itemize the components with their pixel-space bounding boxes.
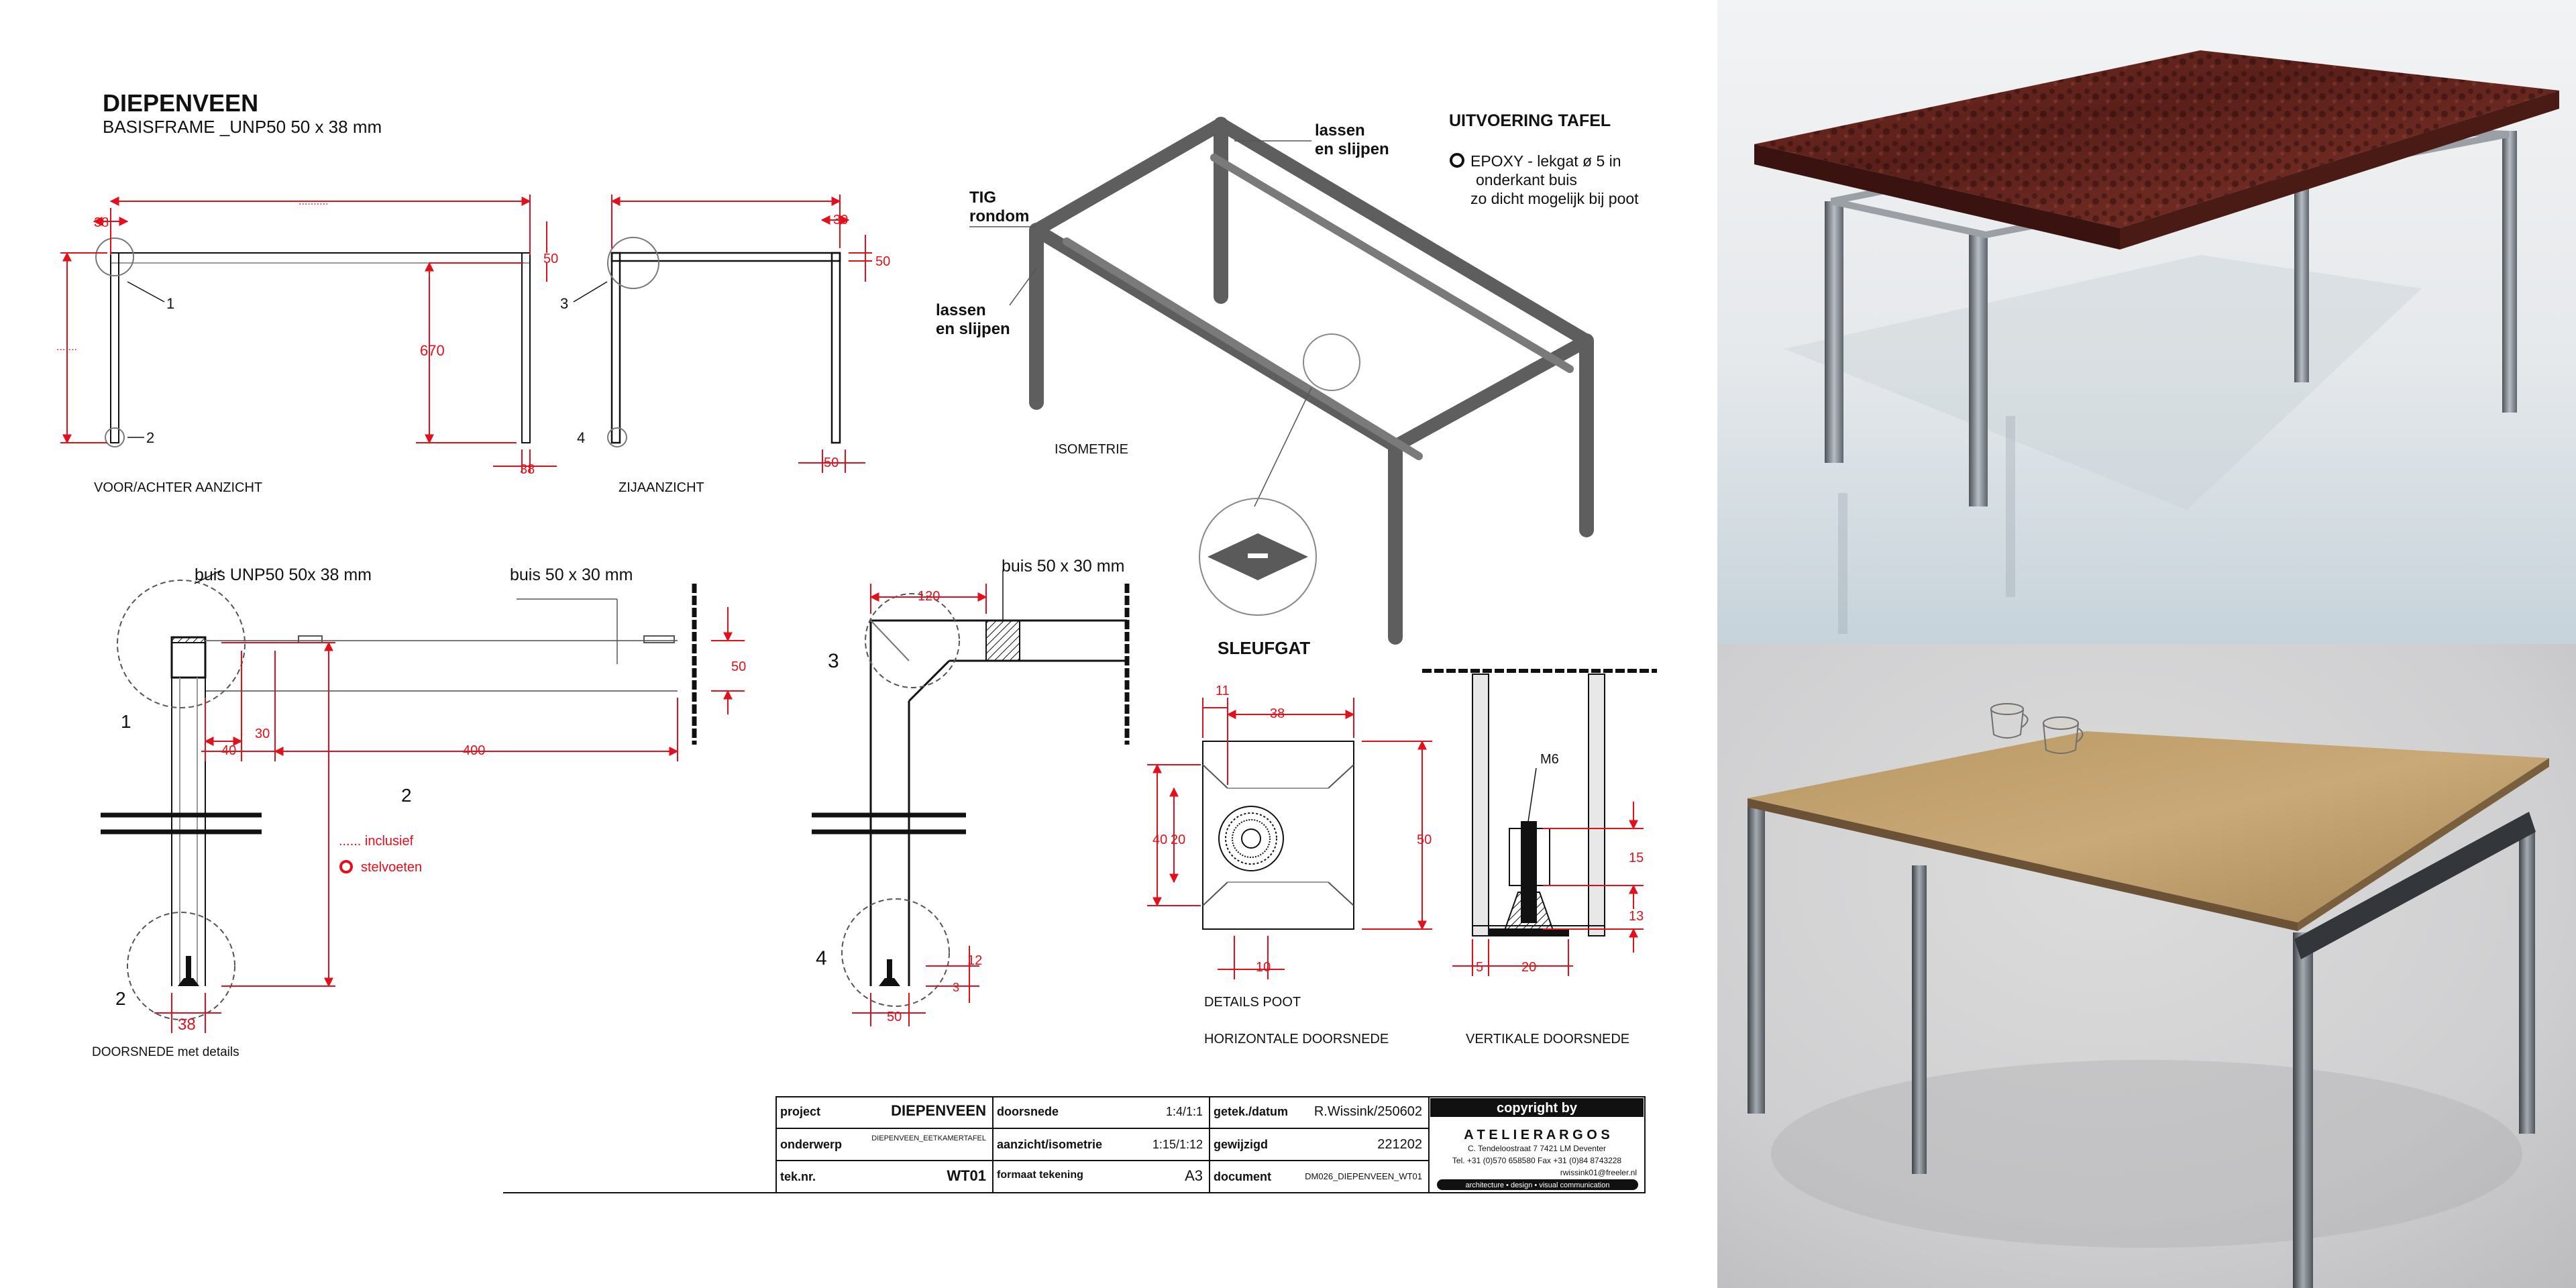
tb-getek-value: R.Wissink/250602 <box>1313 1104 1422 1119</box>
render-granite-table <box>1717 0 2576 644</box>
vdim-15: 15 <box>1629 851 1644 865</box>
note-lassen-1b: en slijpen <box>1315 140 1389 158</box>
callout-3: 3 <box>560 295 569 312</box>
wood-leg-front-left <box>1748 805 1765 1114</box>
tb-doorsnede-value: 1:4/1:1 <box>1165 1105 1203 1118</box>
section-callout-1: 1 <box>121 711 131 732</box>
hdim-40: 40 <box>1152 833 1168 847</box>
tb-tel: Tel. +31 (0)570 658580 Fax +31 (0)84 8743228 <box>1452 1156 1622 1165</box>
corner-callout-3: 3 <box>828 650 839 672</box>
tb-teknr-value: WT01 <box>947 1167 986 1184</box>
hdim-11: 11 <box>1216 684 1230 698</box>
detail-circle-2 <box>105 428 124 447</box>
section-inclusief: ...... inclusief <box>339 834 414 849</box>
bullet-icon <box>1451 154 1463 166</box>
section-callout-2b: 2 <box>115 988 126 1009</box>
tb-tagline: architecture • design • visual communication <box>1465 1181 1610 1189</box>
dim-50: 50 <box>543 252 559 266</box>
wood-leg-mid <box>1912 865 1927 1174</box>
leveling-foot-icon <box>178 956 199 986</box>
dim-side-50: 50 <box>875 254 891 269</box>
note-lassen-2b: en slijpen <box>936 320 1010 338</box>
tb-teknr-label: tek.nr. <box>780 1170 816 1183</box>
section-detail-circle-1 <box>117 580 245 708</box>
callout-2: 2 <box>146 429 155 446</box>
front-view-label: VOOR/ACHTER AANZICHT <box>94 480 263 495</box>
corner-buis: buis 50 x 30 mm <box>1002 557 1125 576</box>
dim-side-50b: 50 <box>824 455 839 470</box>
details-poot-title: DETAILS POOT <box>1204 995 1301 1010</box>
corner-detail <box>812 584 1127 986</box>
vdim-5: 5 <box>1476 960 1484 975</box>
section-dim-400: 400 <box>463 743 486 758</box>
horizontal-section <box>1203 741 1354 929</box>
tb-document-label: document <box>1214 1170 1272 1183</box>
finish-line-1: EPOXY - lekgat ø 5 in <box>1470 152 1621 170</box>
leg-front-right <box>1969 235 1988 506</box>
section-buis-5030: buis 50 x 30 mm <box>510 566 633 584</box>
tb-doorsnede-label: doorsnede <box>997 1105 1059 1118</box>
leg-front-left <box>1825 201 1843 463</box>
detail-circle-4 <box>608 428 627 447</box>
sleufgat-title: SLEUFGAT <box>1218 638 1311 658</box>
tb-aanzicht-label: aanzicht/isometrie <box>997 1138 1103 1151</box>
dim-30: 30 <box>833 213 849 227</box>
hdim-38: 38 <box>1270 706 1285 721</box>
finish-title: UITVOERING TAFEL <box>1449 111 1611 130</box>
side-view-label: ZIJAANZICHT <box>619 480 704 495</box>
note-tig-rondom: rondom <box>969 207 1030 225</box>
dim-670: 670 <box>420 342 445 359</box>
wood-leg-back-right <box>2519 832 2535 1134</box>
section-dim-40: 40 <box>221 743 237 758</box>
leg-back-far <box>2502 131 2517 413</box>
corner-dim-3: 3 <box>953 981 960 994</box>
leg-back-right <box>2294 171 2309 382</box>
corner-dim-120: 120 <box>918 589 941 604</box>
note-lassen-2: lassen <box>936 301 986 319</box>
tb-project-label: project <box>780 1105 821 1118</box>
tb-getek-label: getek./datum <box>1214 1105 1289 1118</box>
tb-document-value: DM026_DIEPENVEEN_WT01 <box>1305 1171 1422 1181</box>
finish-line-3: zo dicht mogelijk bij poot <box>1470 190 1639 207</box>
dim-length: .......... <box>299 196 329 207</box>
corner-leveling-foot-icon <box>879 959 900 986</box>
section-drawing <box>101 584 694 986</box>
tb-onderwerp-label: onderwerp <box>780 1138 843 1151</box>
hdim-10: 10 <box>1256 960 1271 975</box>
hdim-50: 50 <box>1417 833 1432 847</box>
section-callout-2: 2 <box>401 785 412 806</box>
isometric-label: ISOMETRIE <box>1055 442 1129 457</box>
stelvoeten-bullet-icon <box>341 861 352 872</box>
drawing-title: DIEPENVEEN <box>103 89 259 117</box>
wood-table-image <box>1717 644 2576 1288</box>
note-tig: TIG <box>969 189 996 207</box>
hdim-20: 20 <box>1171 833 1186 847</box>
tb-aanzicht-value: 1:15/1:12 <box>1152 1138 1203 1151</box>
detail-circle-3 <box>608 237 659 288</box>
tb-gewijzigd-value: 221202 <box>1377 1137 1422 1152</box>
detail-circle-1 <box>96 238 133 276</box>
tb-onderwerp-value: DIEPENVEEN_EETKAMERTAFEL <box>871 1134 986 1142</box>
vdim-20: 20 <box>1521 960 1537 975</box>
tb-gewijzigd-label: gewijzigd <box>1214 1138 1268 1151</box>
granite-table-image <box>1717 0 2576 644</box>
section-dim-50: 50 <box>731 659 747 674</box>
tb-formaat-label: formaat tekening <box>997 1169 1083 1181</box>
sleufgat-slot <box>1248 553 1268 558</box>
callout-4: 4 <box>577 429 586 446</box>
section-dim-38: 38 <box>178 1016 196 1034</box>
corner-callout-4: 4 <box>816 947 827 969</box>
horizontal-section-label: HORIZONTALE DOORSNEDE <box>1204 1032 1389 1046</box>
note-lassen-1: lassen <box>1315 121 1365 140</box>
sleufgat-ref-circle <box>1303 334 1360 390</box>
render-wood-table <box>1717 644 2576 1288</box>
dim-height: ....... <box>56 341 78 353</box>
finish-line-2: onderkant buis <box>1476 171 1577 189</box>
tb-formaat-value: A3 <box>1185 1167 1203 1184</box>
front-view <box>111 253 530 443</box>
wood-leg-front-right <box>2293 932 2313 1288</box>
section-detail-circle-2 <box>127 912 235 1020</box>
dim-38: 38 <box>94 215 109 230</box>
corner-detail-circle-3 <box>865 594 959 688</box>
horizontal-dimensions <box>1147 698 1432 979</box>
callout-1: 1 <box>166 295 175 312</box>
drawing-subtitle: BASISFRAME _UNP50 50 x 38 mm <box>103 117 382 137</box>
section-dimensions <box>154 607 745 1033</box>
section-stelvoeten: stelvoeten <box>361 860 423 875</box>
vertical-section <box>1422 671 1657 936</box>
tb-firm: A T E L I E R A R G O S <box>1464 1128 1610 1142</box>
dim-38b: 38 <box>520 462 535 477</box>
corner-dim-12: 12 <box>967 953 983 968</box>
section-dim-30: 30 <box>255 727 270 741</box>
corner-detail-circle-4 <box>842 899 949 1006</box>
corner-dimensions <box>852 584 986 1026</box>
front-dimensions <box>60 195 557 473</box>
tb-copyright: copyright by <box>1496 1101 1578 1116</box>
side-view <box>612 253 840 443</box>
tb-email: rwissink01@freeler.nl <box>1560 1168 1637 1177</box>
vdim-13: 13 <box>1629 909 1644 924</box>
tb-project-value: DIEPENVEEN <box>891 1102 986 1119</box>
section-buis-unp: buis UNP50 50x 38 mm <box>195 566 372 584</box>
vdim-m6: M6 <box>1540 752 1559 767</box>
corner-dim-50: 50 <box>887 1010 902 1024</box>
section-label: DOORSNEDE met details <box>92 1045 239 1059</box>
vertical-section-label: VERTIKALE DOORSNEDE <box>1466 1032 1630 1046</box>
tb-address: C. Tendeloostraat 7 7421 LM Deventer <box>1468 1144 1606 1153</box>
side-dimensions <box>612 195 872 473</box>
